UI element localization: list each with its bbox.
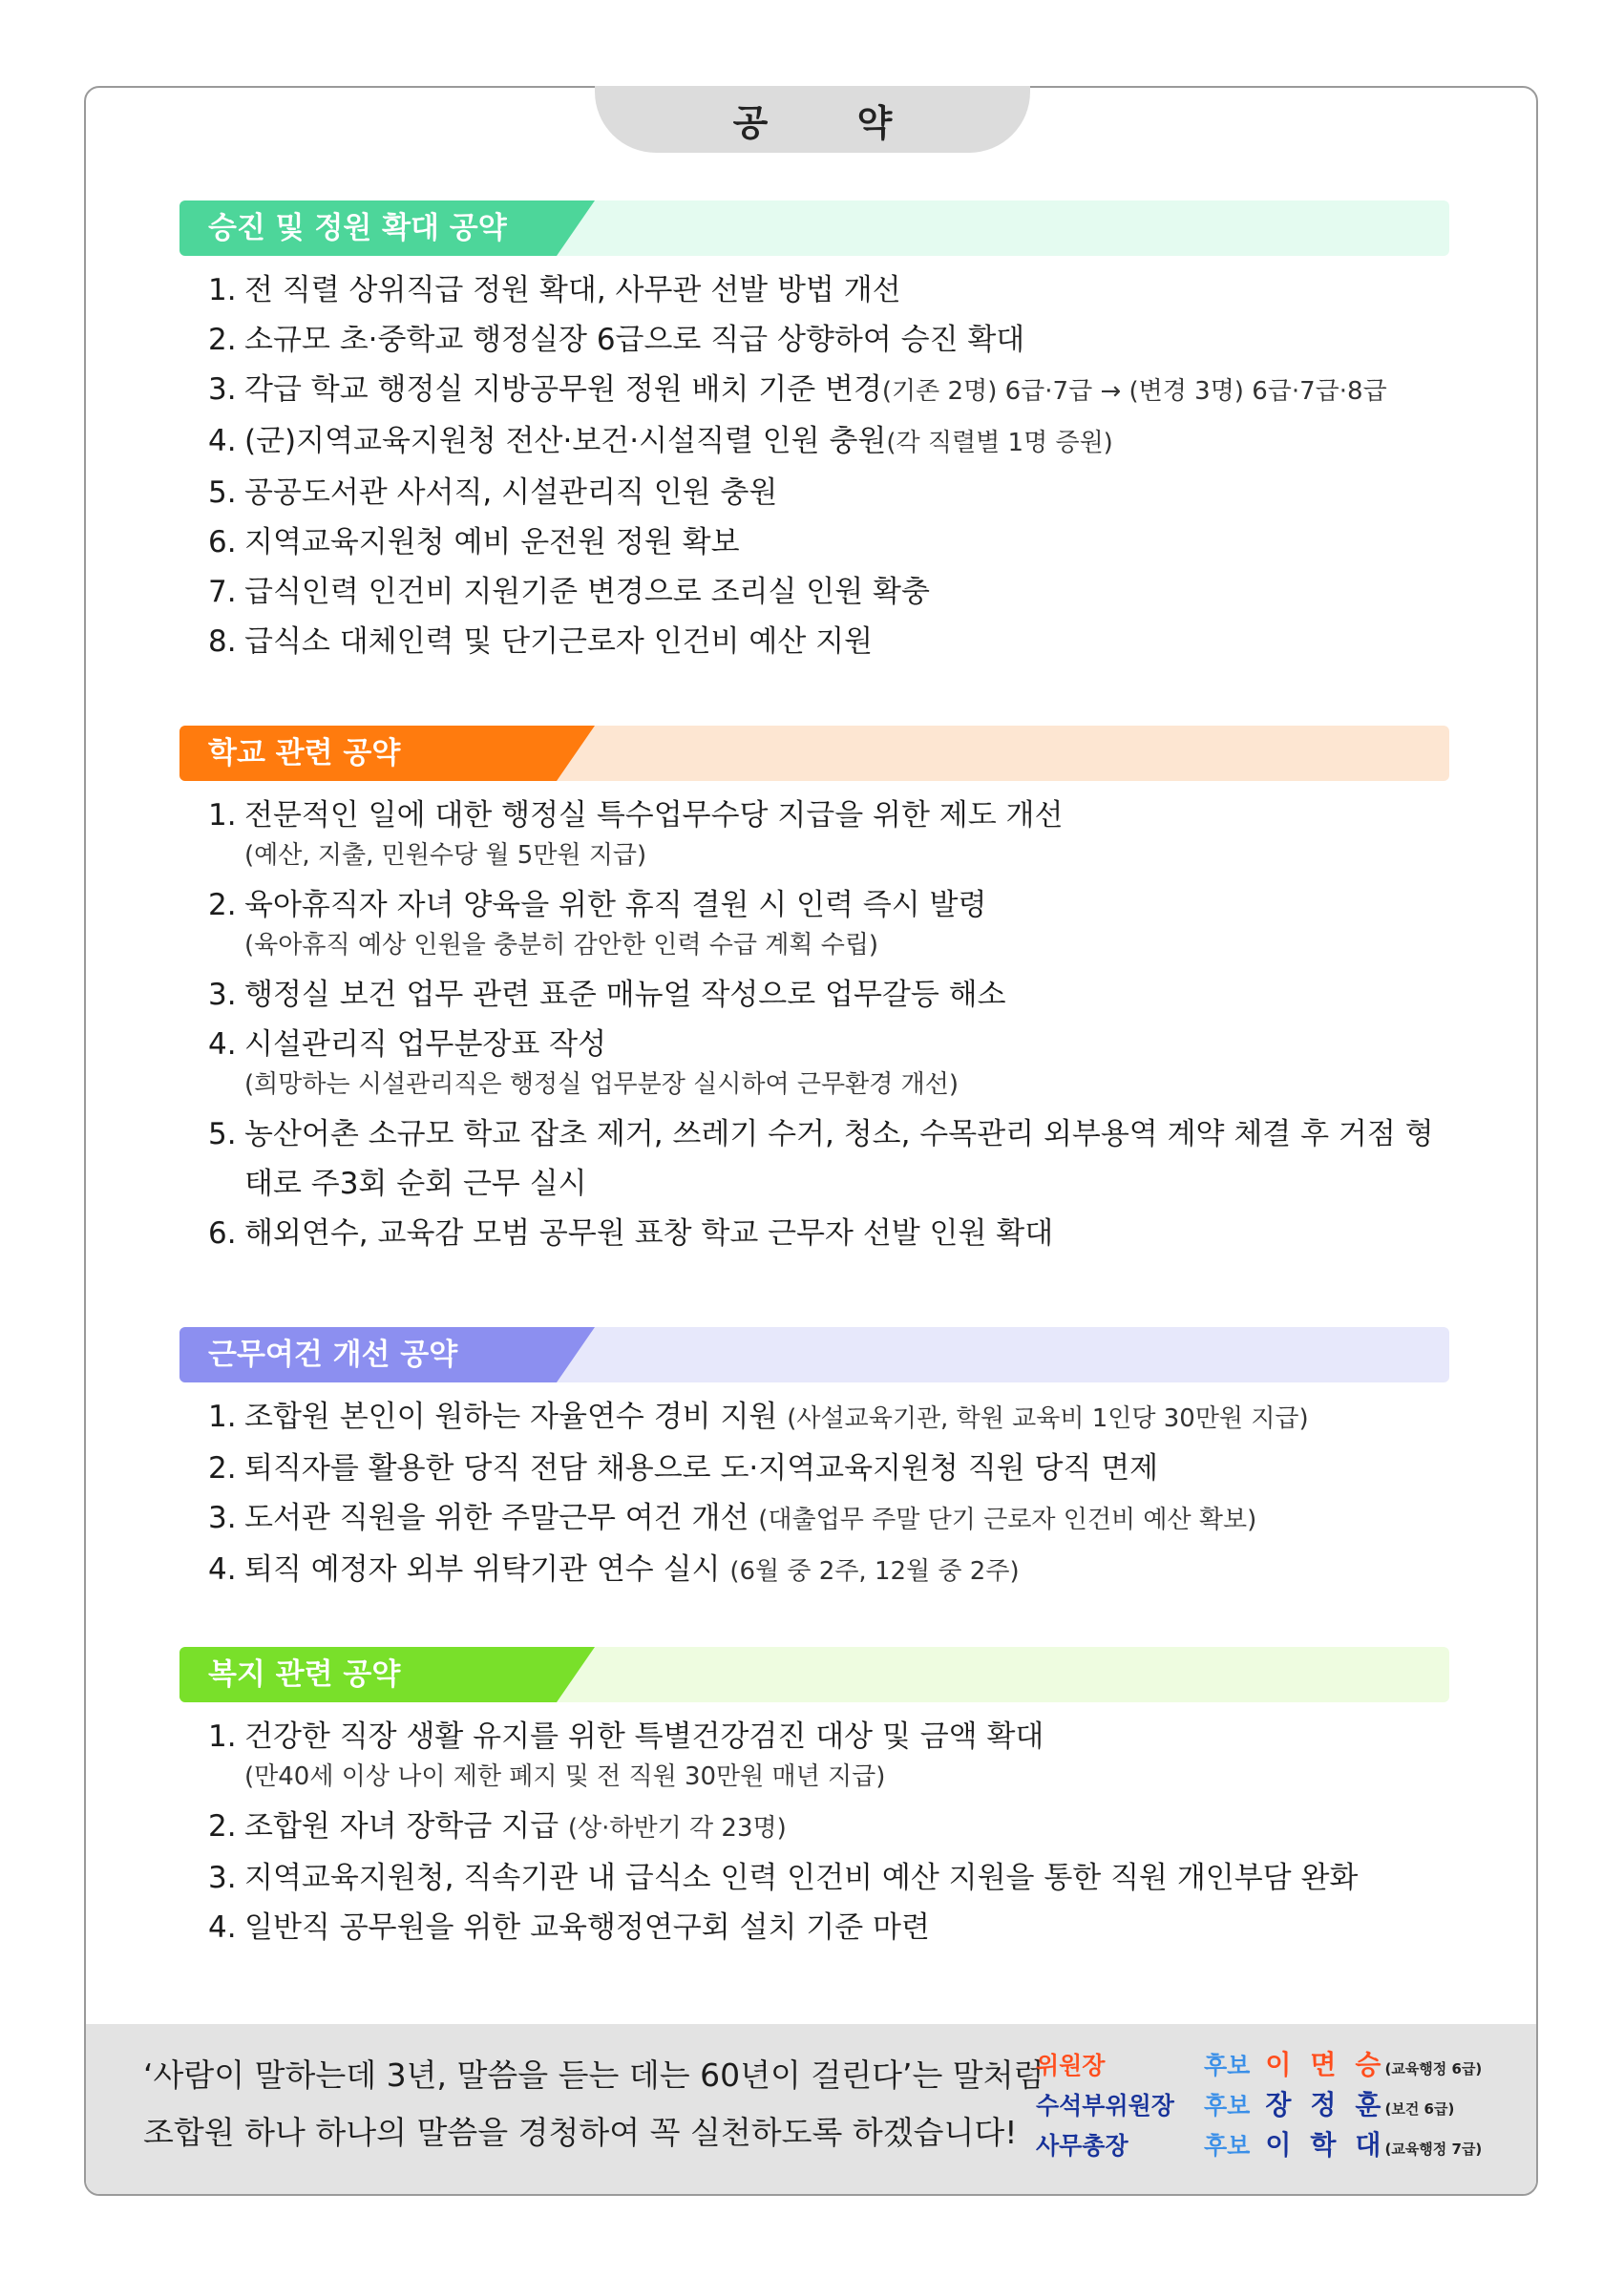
candidate-grade: (교육행정 7급) <box>1384 2141 1483 2158</box>
section-header <box>179 726 1449 781</box>
candidate-grade: (교육행정 6급) <box>1384 2060 1483 2078</box>
section-welfare <box>179 1647 1449 1952</box>
list-item: 2. 소규모 초·중학교 행정실장 6급으로 직급 상향하여 승진 확대 <box>208 323 1025 357</box>
list-item: 2. 퇴직자를 활용한 당직 전담 채용으로 도·지역교육지원청 직원 당직 면제 <box>208 1451 1159 1486</box>
candidate-row <box>1036 2045 1482 2085</box>
section-title: 근무여건 개선 공약 <box>208 1338 458 1372</box>
list-item: 5. 공공도서관 사서직, 시설관리직 인원 충원 <box>208 475 778 510</box>
footer-box <box>86 2024 1536 2194</box>
list-item: 7. 급식인력 인건비 지원기준 변경으로 조리실 인원 확충 <box>208 575 930 609</box>
section-school <box>179 726 1449 1258</box>
list-item: 4. 일반직 공무원을 위한 교육행정연구회 설치 기준 마련 <box>208 1910 930 1945</box>
candidate-role: 사무총장 <box>1036 2132 1128 2160</box>
section-title: 승진 및 정원 확대 공약 <box>208 211 507 245</box>
item-list <box>179 265 1449 666</box>
list-item: 4. (군)지역교육지원청 전산·보건·시설직렬 인원 충원(각 직렬별 1명 증원) <box>208 424 1113 458</box>
list-item: 3. 지역교육지원청, 직속기관 내 급식소 인력 인건비 예산 지원을 통한 직원 개인부담 완화 <box>208 1861 1359 1895</box>
item-list <box>179 1712 1449 1952</box>
item-list <box>179 1392 1449 1596</box>
candidate-role: 위원장 <box>1036 2052 1106 2079</box>
candidate-row <box>1036 2125 1482 2165</box>
list-item: 2. 조합원 자녀 장학금 지급 (상·하반기 각 23명) <box>208 1809 787 1844</box>
list-item: 5. 농산어촌 소규모 학교 잡초 제거, 쓰레기 수거, 청소, 수목관리 외부용역 계약 체결 후 거점 형태로 주3회 순회 근무 실시 <box>208 1117 1434 1201</box>
list-item: 3. 각급 학교 행정실 지방공무원 정원 배치 기준 변경(기존 2명) 6급·7급 → (변경 3명) 6급·7급·8급 <box>208 372 1387 407</box>
list-item: 1. 조합원 본인이 원하는 자율연수 경비 지원 (사설교육기관, 학원 교육비 1인당 30만원 지급) <box>208 1400 1309 1434</box>
candidate-name: 장정훈 <box>1265 2089 1401 2120</box>
section-promotion <box>179 200 1449 666</box>
candidate-role: 수석부위원장 <box>1036 2092 1174 2120</box>
candidate-name: 이면승 <box>1265 2049 1401 2080</box>
list-item: 1. 전 직렬 상위직급 정원 확대, 사무관 선발 방법 개선 <box>208 273 901 307</box>
candidate-label: 후보 <box>1204 2052 1251 2079</box>
candidate-label: 후보 <box>1204 2132 1251 2160</box>
page-title: 공 약 <box>595 86 1030 153</box>
candidate-name: 이학대 <box>1265 2129 1401 2161</box>
section-title: 복지 관련 공약 <box>208 1657 401 1692</box>
section-header <box>179 1327 1449 1382</box>
candidate-grade: (보건 6급) <box>1384 2100 1455 2118</box>
section-header <box>179 1647 1449 1702</box>
list-item: 1. 건강한 직장 생활 유지를 위한 특별건강검진 대상 및 금액 확대 (만40세 이상 나이 제한 폐지 및 전 직원 30만원 매년 지급) <box>208 1719 1044 1791</box>
candidate-list <box>1036 2045 1482 2165</box>
candidate-row <box>1036 2085 1482 2125</box>
item-list <box>179 791 1449 1258</box>
candidate-label: 후보 <box>1204 2092 1251 2120</box>
list-item: 4. 퇴직 예정자 외부 위탁기관 연수 실시 (6월 중 2주, 12월 중 2주) <box>208 1552 1020 1587</box>
quote-line: ‘사람이 말하는데 3년, 말씀을 듣는 데는 60년이 걸린다’는 말처럼 <box>143 2057 1044 2094</box>
section-work-conditions <box>179 1327 1449 1596</box>
list-item: 6. 지역교육지원청 예비 운전원 정원 확보 <box>208 525 740 559</box>
list-item: 1. 전문적인 일에 대한 행정실 특수업무수당 지급을 위한 제도 개선 (예산, 지출, 민원수당 월 5만원 지급) <box>208 798 1064 870</box>
section-header <box>179 200 1449 256</box>
list-item: 3. 행정실 보건 업무 관련 표준 매뉴얼 작성으로 업무갈등 해소 <box>208 978 1006 1012</box>
list-item: 6. 해외연수, 교육감 모범 공무원 표창 학교 근무자 선발 인원 확대 <box>208 1216 1054 1251</box>
list-item: 3. 도서관 직원을 위한 주말근무 여건 개선 (대출업무 주말 단기 근로자 인건비 예산 확보) <box>208 1501 1257 1535</box>
section-title: 학교 관련 공약 <box>208 736 401 770</box>
list-item: 4. 시설관리직 업무분장표 작성 (희망하는 시설관리직은 행정실 업무분장 실시하여 근무환경 개선) <box>208 1027 960 1099</box>
quote-line: 조합원 하나 하나의 말씀을 경청하여 꼭 실천하도록 하겠습니다! <box>143 2114 1018 2151</box>
list-item: 2. 육아휴직자 자녀 양육을 위한 휴직 결원 시 인력 즉시 발령 (육아휴직 예상 인원을 충분히 감안한 인력 수급 계획 수립) <box>208 888 987 960</box>
closing-quote <box>143 2047 1044 2162</box>
list-item: 8. 급식소 대체인력 및 단기근로자 인건비 예산 지원 <box>208 624 874 659</box>
